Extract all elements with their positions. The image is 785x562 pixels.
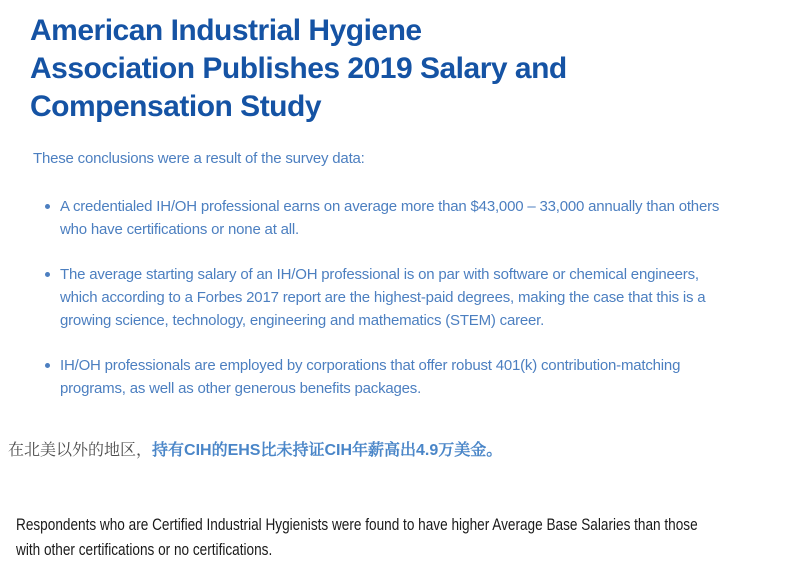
survey-bullet-list — [45, 195, 735, 400]
title-line-1: American Industrial Hygiene — [30, 14, 422, 47]
bullet-text: A credentialed IH/OH professional earns on average more than $43,000 – 33,000 annually than others who have certifications or none at all. — [60, 198, 720, 238]
chinese-annotation — [8, 440, 502, 462]
bullet-item-starting-salary — [45, 263, 735, 332]
survey-intro-text: These conclusions were a result of the survey data: — [33, 150, 365, 167]
bullet-dot-icon — [45, 363, 50, 368]
article-title — [30, 12, 567, 126]
bullet-dot-icon — [45, 204, 50, 209]
chinese-annotation-prefix: 在北美以外的地区， — [8, 442, 153, 459]
bullet-text: IH/OH professionals are employed by corporations that offer robust 401(k) contribution-matching programs, as well as other generous benefits packages. — [60, 357, 681, 397]
title-line-3: Compensation Study — [30, 90, 322, 123]
chinese-annotation-highlight: 持有CIH的EHS比未持证CIH年薪高出4.9万美金。 — [152, 442, 503, 459]
title-line-2: Association Publishes 2019 Salary and — [30, 52, 567, 85]
bullet-text: The average starting salary of an IH/OH professional is on par with software or chemical engineers, which according to a Forbes 2017 report are the highest-paid degrees, making the case that this is a growing science, technology, engineering and mathematics (STEM) career. — [60, 266, 706, 329]
bullet-item-benefits — [45, 354, 735, 400]
bullet-dot-icon — [45, 272, 50, 277]
bullet-item-salary-premium — [45, 195, 735, 241]
closing-paragraph: Respondents who are Certified Industrial Hygienists were found to have higher Average Base Salaries than those with other certifications or no certifications. — [16, 515, 698, 559]
